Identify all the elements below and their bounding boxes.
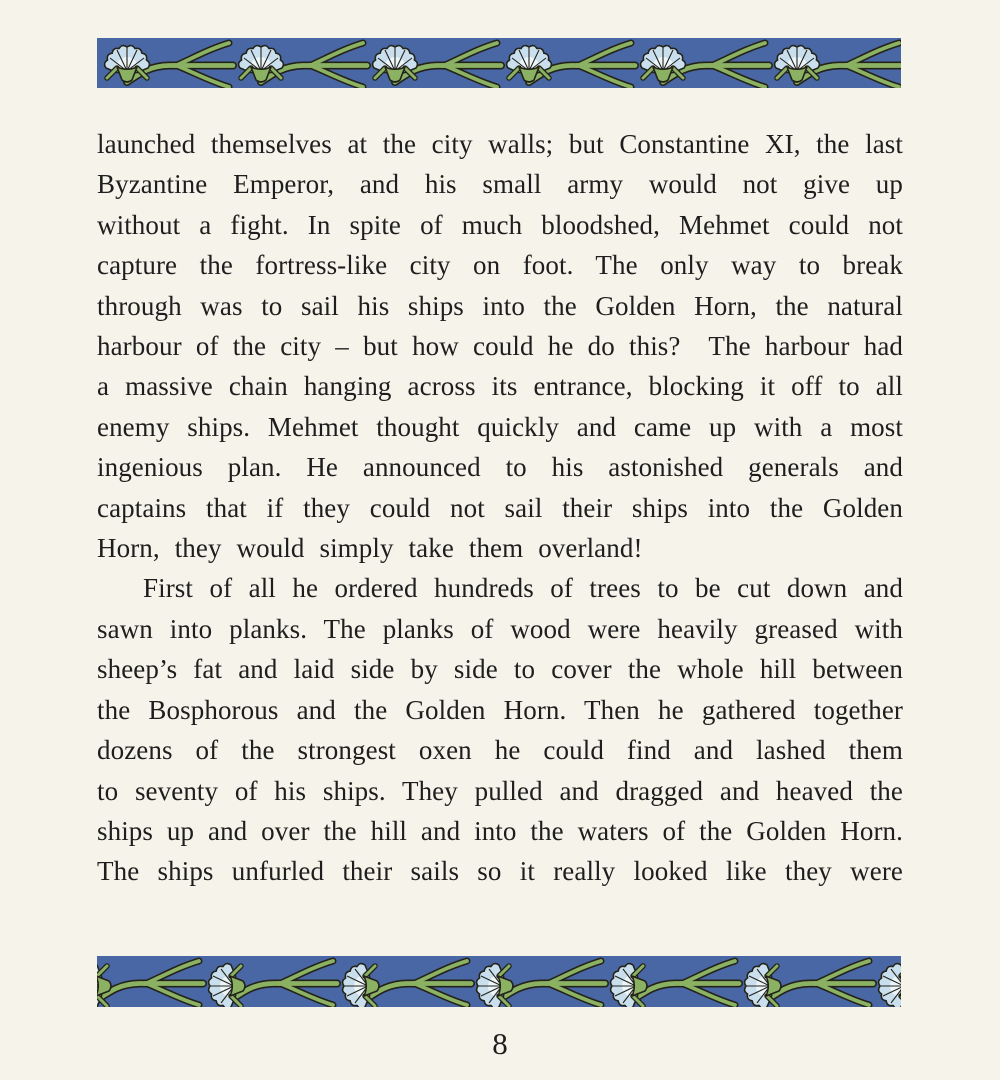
text-line: The ships unfurled their sails so it really looked like they were (97, 856, 903, 887)
carnation-border-top (97, 38, 901, 88)
carnation-icon (97, 961, 203, 1007)
text-line: sheep’s fat and laid side by side to cover the whole hill between (97, 654, 903, 685)
text-line: harbour of the city – but how could he do this? The harbour had (97, 331, 903, 362)
carnation-border-pattern (97, 956, 901, 1007)
text-body (97, 124, 903, 892)
text-line: ingenious plan. He announced to his astonished generals and (97, 452, 903, 483)
carnation-icon (209, 961, 337, 1007)
text-line: Horn, they would simply take them overland! (97, 533, 643, 564)
carnation-icon (507, 43, 635, 87)
carnation-icon (477, 961, 605, 1007)
text-line: to seventy of his ships. They pulled and dragged and heaved the (97, 775, 903, 806)
text-line: sawn into planks. The planks of wood were heavily greased with (97, 613, 903, 644)
carnation-icon (373, 43, 501, 87)
text-line: through was to sail his ships into the Golden Horn, the natural (97, 290, 903, 321)
carnation-icon (105, 43, 233, 87)
text-line: captains that if they could not sail their ships into the Golden (97, 492, 903, 523)
carnation-icon (343, 961, 471, 1007)
text-line: Byzantine Emperor, and his small army would not give up (97, 169, 903, 200)
carnation-icon (641, 43, 769, 87)
text-line: a massive chain hanging across its entrance, blocking it off to all (97, 371, 903, 402)
page-number: 8 (492, 1026, 508, 1061)
text-line: the Bosphorous and the Golden Horn. Then he gathered together (97, 694, 903, 725)
text-line: dozens of the strongest oxen he could find and lashed them (97, 735, 903, 766)
text-line: First of all he ordered hundreds of trees to be cut down and (143, 573, 903, 604)
carnation-icon (745, 961, 873, 1007)
carnation-icon (611, 961, 739, 1007)
carnation-border-bottom (97, 956, 901, 1007)
text-line: capture the fortress-like city on foot. The only way to break (97, 250, 903, 281)
carnation-icon (239, 43, 367, 87)
carnation-border-pattern (97, 38, 901, 88)
carnation-icon (879, 961, 901, 1007)
paragraph (97, 124, 903, 568)
text-line: ships up and over the hill and into the waters of the Golden Horn. (97, 815, 903, 846)
paragraph (97, 568, 903, 891)
carnation-icon (775, 43, 901, 87)
text-line: enemy ships. Mehmet thought quickly and came up with a most (97, 411, 903, 442)
text-line: without a fight. In spite of much bloodshed, Mehmet could not (97, 209, 903, 240)
text-line: launched themselves at the city walls; but Constantine XI, the last (97, 129, 903, 159)
